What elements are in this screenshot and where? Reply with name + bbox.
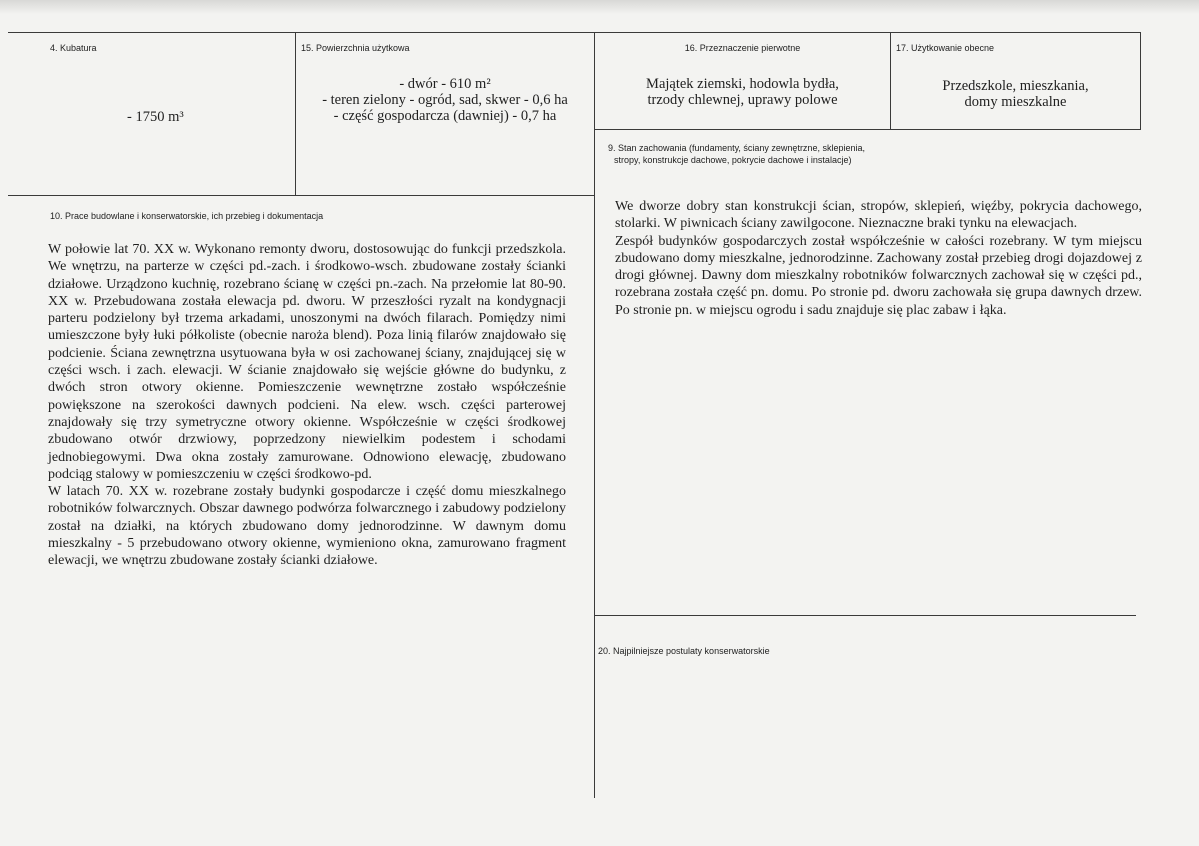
kubatura-label: 4. Kubatura: [50, 43, 97, 53]
prace-paragraph: W połowie lat 70. XX w. Wykonano remonty dworu, dostosowując do funkcji przedszkola. We wnętrzu, na parterze w części pd.-zach. i środkowo-wsch. zbudowane zostały ścianki działowe. Urządzono kuchnię, rozebrano ścianę w części pn.-zach. Na przełomie lat 80-90. XX w. Przebudowana została elewacja pd. dworu. W przeszłości ryzalt na kondygnacji parteru podzielony był trzema arkadami, unoszonymi na dwóch filarach. Pomiędzy nimi umieszczone były łuki półkoliste (obecnie naroża blend). Poza linią filarów znajdowało się podcienie. Ściana zewnętrzna usytuowana była w osi zachowanej ściany, znajdującej się w części wsch. i zach. elewacji. W ścianie znajdowało się wejście główne do budynku, z dwóch stron otwory okienne. Pomieszczenie wewnętrzne zostało współcześnie powiększone na szerokości dawnych podcieni. Na elew. wsch. części parterowej znajdowały się trzy symetryczne otwory okienne. Współcześnie w części środkowej zbudowano otwór drzwiowy, poprzedzony niewielkim podestem i schodami jednobiegowymi. Dwa okna zostały zamurowane. Odnowiono elewację, zbudowano podciąg stalowy w pomieszczeniu w części środkowo-pd.: [48, 242, 566, 482]
line-under-przeznaczenie: [595, 129, 1141, 130]
przeznaczenie-line: trzody chlewnej, uprawy polowe: [647, 92, 838, 108]
powierzchnia-line: - teren zielony - ogród, sad, skwer - 0,6 ha: [322, 92, 568, 108]
uzytkowanie-line: domy mieszkalne: [964, 94, 1067, 110]
powierzchnia-line: - dwór - 610 m²: [399, 76, 491, 92]
line-under-kubatura: [8, 195, 595, 196]
przeznaczenie-line: Majątek ziemski, hodowla bydła,: [646, 76, 839, 92]
uzytkowanie-label: 17. Użytkowanie obecne: [896, 43, 995, 53]
przeznaczenie-values: [595, 76, 890, 108]
powierzchnia-line: - część gospodarcza (dawniej) - 0,7 ha: [333, 108, 557, 124]
uzytkowanie-line: Przedszkole, mieszkania,: [942, 78, 1089, 94]
powierzchnia-values: [296, 76, 594, 124]
stan-label: [608, 142, 865, 166]
powierzchnia-label: 15. Powierzchnia użytkowa: [301, 43, 410, 53]
divider-left-right: [594, 33, 595, 798]
stan-paragraph: We dworze dobry stan konstrukcji ścian, stropów, sklepień, więźby, pokrycia dachowego, stolarki. W piwnicach ściany zawilgocone. Nieznaczne braki tynku na elewacjach.: [615, 199, 1142, 232]
prace-label: 10. Prace budowlane i konserwatorskie, ich przebieg i dokumentacja: [50, 211, 324, 221]
prace-paragraph: W latach 70. XX w. rozebrane zostały budynki gospodarcze i część domu mieszkalnego robotników folwarcznych. Obszar dawnego podwórza folwarcznego i zabudowy podzielony został na działki, na których zbudowano domy jednorodzinne. W dawnym domu mieszkalny - 5 przebudowano otwory okienne, wymieniono okna, zamurowano fragment elewacji, we wnętrzu zbudowane zostały ścianki działowe.: [48, 484, 566, 569]
postulaty-label: 20. Najpilniejsze postulaty konserwatorskie: [598, 646, 770, 656]
scan-edge-shadow: [0, 0, 1199, 14]
uzytkowanie-values: [891, 78, 1140, 110]
przeznaczenie-label: 16. Przeznaczenie pierwotne: [684, 43, 801, 53]
stan-label-line: 9. Stan zachowania (fundamenty, ściany zewnętrzne, sklepienia,: [608, 143, 865, 153]
stan-label-line: stropy, konstrukcje dachowe, pokrycie dachowe i instalacje): [614, 155, 852, 165]
line-above-postulaty: [595, 615, 1136, 616]
prace-text: [48, 241, 566, 570]
right-border-line: [1140, 33, 1141, 129]
stan-text: [615, 198, 1142, 319]
top-border-line: [8, 32, 1141, 33]
kubatura-value: - 1750 m³: [127, 109, 184, 125]
stan-paragraph: Zespół budynków gospodarczych został współcześnie w całości rozebrany. W tym miejscu zbudowano domy mieszkalne, jednorodzinne. Zachowany został przebieg drogi dojazdowej z drogi głównej. Dawny dom mieszkalny robotników folwarcznych zachował się w części pd., rozebrana została część pn. domu. Po stronie pd. dworu zachowała się grupa dawnych drzew. Po stronie pn. w miejscu ogrodu i sadu znajduje się plac zabaw i łąka.: [615, 233, 1142, 318]
